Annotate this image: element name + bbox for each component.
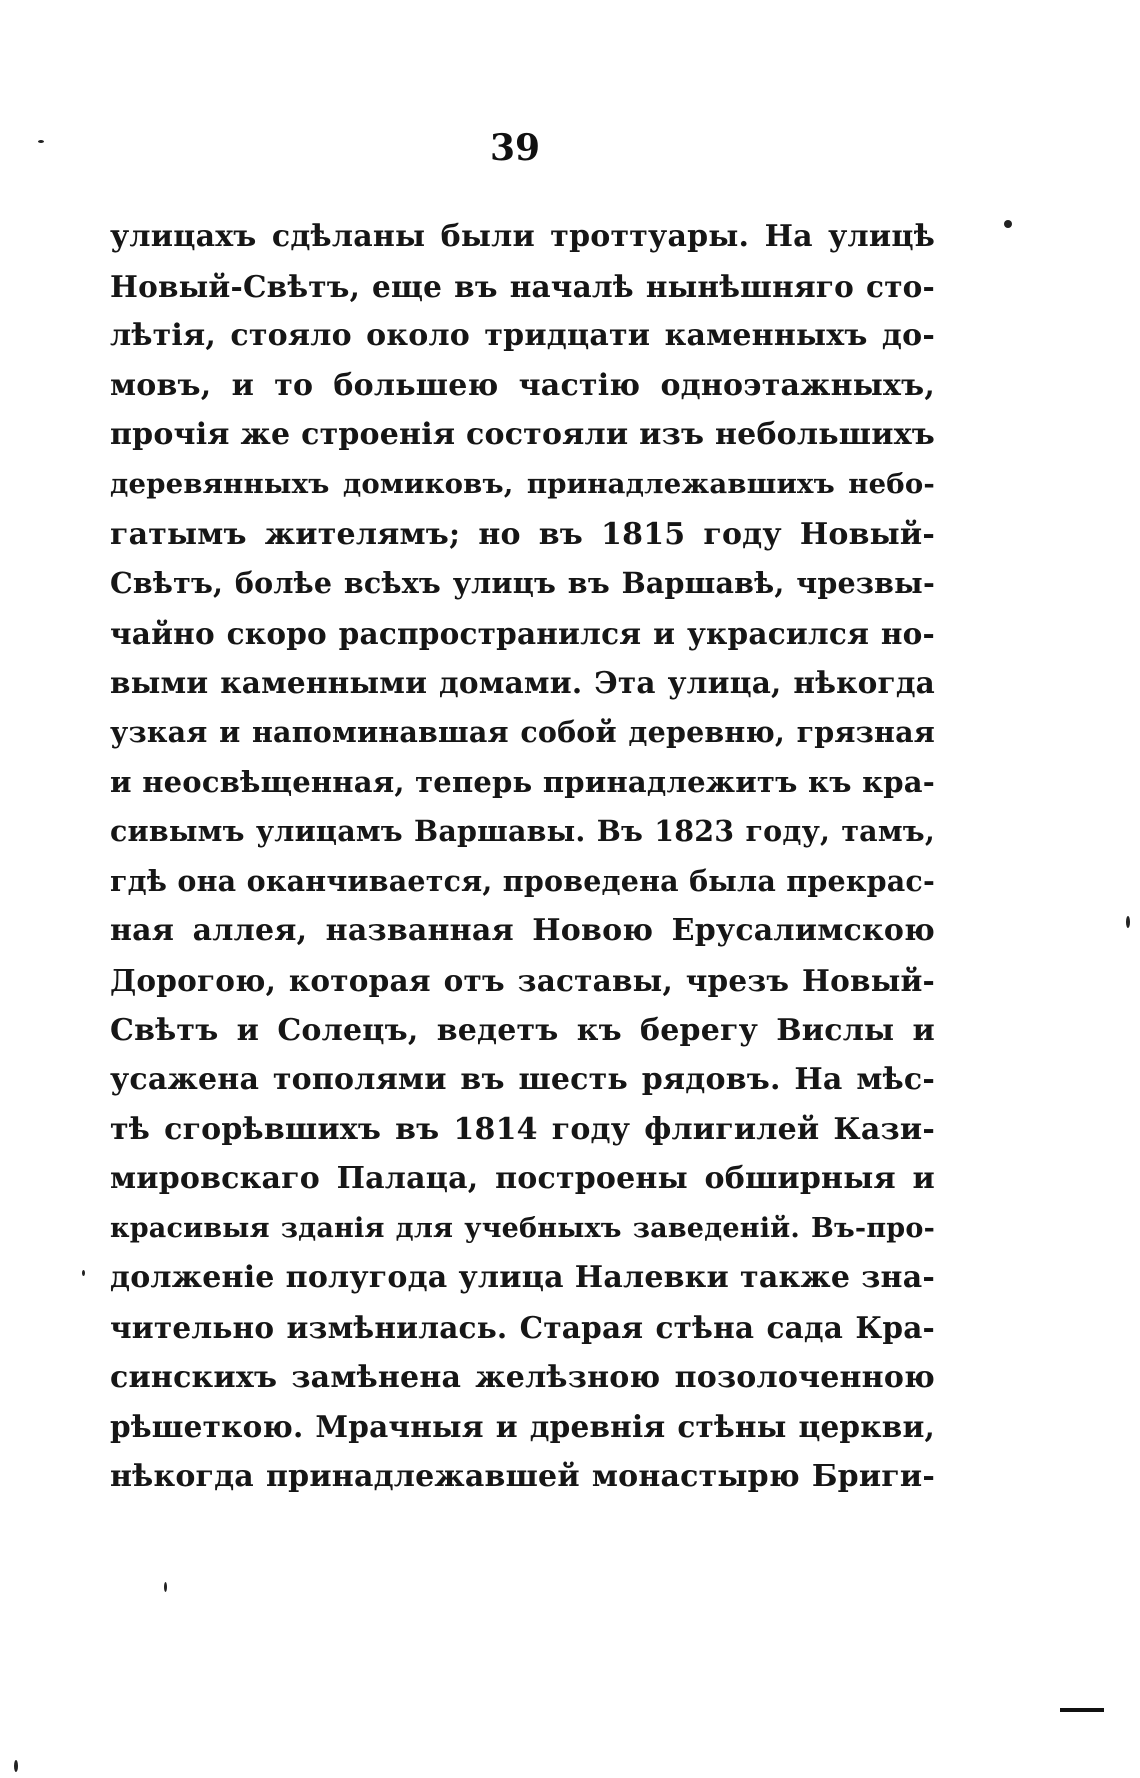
scan-speck bbox=[1126, 916, 1130, 928]
text-line: прочія же строенія состояли изъ небольшихъ bbox=[110, 417, 935, 453]
text-line: Новый-Свѣтъ, еще въ началѣ нынѣшняго сто- bbox=[110, 268, 935, 304]
text-line: узкая и напоминавшая собой деревню, грязная bbox=[110, 714, 935, 749]
text-line: чительно измѣнилась. Старая стѣна сада Кра- bbox=[110, 1310, 935, 1346]
text-line: улицахъ сдѣланы были троттуары. На улицѣ bbox=[110, 219, 935, 254]
text-line: выми каменными домами. Эта улица, нѣкогда bbox=[110, 665, 935, 701]
text-line: гдѣ она оканчивается, проведена была прекрас- bbox=[110, 863, 935, 898]
text-line: тѣ сгорѣвшихъ въ 1814 году флигилей Кази- bbox=[110, 1111, 935, 1147]
scan-speck bbox=[14, 1760, 18, 1772]
scan-speck bbox=[82, 1270, 85, 1276]
scan-speck bbox=[38, 140, 44, 143]
text-line: и неосвѣщенная, теперь принадлежитъ къ кра- bbox=[110, 764, 935, 799]
scan-mark bbox=[1060, 1708, 1104, 1712]
text-line: долженіе полугода улица Налевки также зна- bbox=[110, 1260, 935, 1296]
text-line: Свѣтъ и Солецъ, ведетъ къ берегу Вислы и bbox=[110, 1012, 935, 1048]
text-line: мировскаго Палаца, построены обширныя и bbox=[110, 1161, 935, 1197]
scan-speck bbox=[164, 1582, 167, 1592]
body-text bbox=[110, 212, 935, 1501]
text-line: рѣшеткою. Мрачныя и древнія стѣны церкви, bbox=[110, 1409, 935, 1445]
text-line: гатымъ жителямъ; но въ 1815 году Новый- bbox=[110, 516, 935, 552]
text-line: лѣтія, стояло около тридцати каменныхъ до- bbox=[110, 318, 935, 354]
text-line: деревянныхъ домиковъ, принадлежавшихъ небо- bbox=[110, 467, 935, 500]
text-line: ная аллея, названная Новою Ерусалимскою bbox=[110, 913, 935, 949]
text-line: синскихъ замѣнена желѣзною позолоченною bbox=[110, 1359, 935, 1395]
text-line: сивымъ улицамъ Варшавы. Въ 1823 году, тамъ, bbox=[110, 814, 935, 849]
text-line: нѣкогда принадлежавшей монастырю Бриги- bbox=[110, 1458, 935, 1494]
page-number: 39 bbox=[489, 127, 541, 169]
text-line: Дорогою, которая отъ заставы, чрезъ Новый- bbox=[110, 962, 935, 998]
text-line: усажена тополями въ шесть рядовъ. На мѣс- bbox=[110, 1062, 935, 1098]
text-line: Свѣтъ, болѣе всѣхъ улицъ въ Варшавѣ, чрезвы- bbox=[110, 566, 935, 601]
scan-speck bbox=[1004, 220, 1012, 228]
text-line: мовъ, и то большею частію одноэтажныхъ, bbox=[110, 367, 935, 403]
text-line: чайно скоро распространился и украсился но- bbox=[110, 615, 935, 651]
text-line: красивыя зданія для учебныхъ заведеній. Въ-про- bbox=[110, 1212, 935, 1244]
